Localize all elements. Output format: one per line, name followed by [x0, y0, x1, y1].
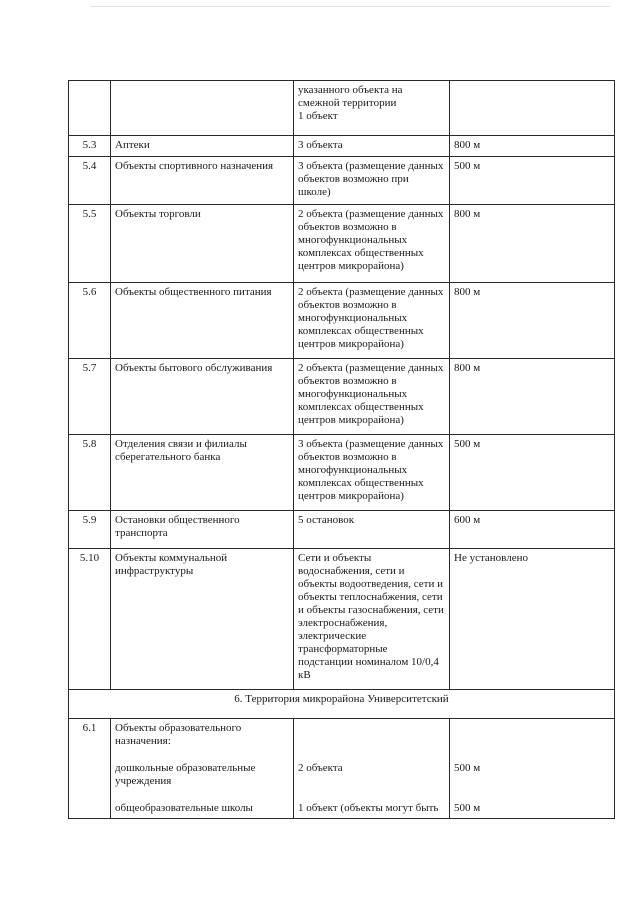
object-name: Объекты коммунальной инфраструктуры: [111, 549, 294, 690]
section-header-row: [69, 690, 615, 719]
accessibility-distance: Не установлено: [450, 549, 615, 690]
object-name: Отделения связи и филиалы сберегательного банка: [111, 435, 294, 511]
row-number: [69, 81, 111, 136]
row-number: 5.4: [69, 157, 111, 205]
accessibility-distance: 800 м: [450, 283, 615, 359]
table-row: [69, 511, 615, 549]
accessibility-distance: 800 м: [450, 359, 615, 435]
object-name: [111, 81, 294, 136]
object-quantity: 3 объекта (размещение данных объектов возможно в многофункциональных комплексах общественных центров микрорайона): [294, 435, 450, 511]
object-name: Остановки общественного транспорта: [111, 511, 294, 549]
scan-artifact-line: [90, 6, 610, 7]
object-name: [111, 719, 294, 819]
accessibility-distance: 800 м: [450, 205, 615, 283]
row-number: 5.8: [69, 435, 111, 511]
quantity-schools: 1 объект (объекты могут быть: [298, 802, 439, 814]
object-quantity: [294, 719, 450, 819]
accessibility-distance: 800 м: [450, 136, 615, 157]
object-name: Аптеки: [111, 136, 294, 157]
distance-preschool: 500 м: [454, 762, 481, 774]
table-row: [69, 719, 615, 819]
accessibility-distance: [450, 719, 615, 819]
subcategory-preschool: дошкольные образовательные учреждения: [115, 762, 256, 787]
row-number: 5.7: [69, 359, 111, 435]
subcategory-schools: общеобразовательные школы: [115, 802, 253, 814]
row-number: 5.6: [69, 283, 111, 359]
object-name: Объекты общественного питания: [111, 283, 294, 359]
object-quantity: 3 объекта (размещение данных объектов возможно при школе): [294, 157, 450, 205]
object-quantity: Сети и объекты водоснабжения, сети и объекты водоотведения, сети и объекты теплоснабжения, сети и объекты газоснабжения, сети электроснабжения, электрические трансформаторные подстанции номиналом 10/0,4 кВ: [294, 549, 450, 690]
quantity-preschool: 2 объекта: [298, 762, 343, 774]
row-number: 5.3: [69, 136, 111, 157]
row-number: 6.1: [69, 719, 111, 819]
row-number: 5.10: [69, 549, 111, 690]
object-quantity: 3 объекта: [294, 136, 450, 157]
row-number: 5.9: [69, 511, 111, 549]
distance-schools: 500 м: [454, 802, 481, 814]
table-row: [69, 157, 615, 205]
category-heading: Объекты образовательного назначения:: [115, 722, 242, 747]
row-number: 5.5: [69, 205, 111, 283]
object-quantity: указанного объекта на смежной территории 1 объект: [294, 81, 450, 136]
table-row: [69, 136, 615, 157]
object-name: Объекты бытового обслуживания: [111, 359, 294, 435]
table-row: [69, 205, 615, 283]
accessibility-distance: [450, 81, 615, 136]
object-quantity: 2 объекта (размещение данных объектов возможно в многофункциональных комплексах общественных центров микрорайона): [294, 283, 450, 359]
accessibility-distance: 500 м: [450, 157, 615, 205]
table-row: [69, 435, 615, 511]
spacer: [298, 722, 445, 762]
table-row: [69, 283, 615, 359]
table-row: [69, 549, 615, 690]
accessibility-distance: 500 м: [450, 435, 615, 511]
table-row: [69, 359, 615, 435]
object-quantity: 2 объекта (размещение данных объектов возможно в многофункциональных комплексах общественных центров микрорайона): [294, 359, 450, 435]
object-quantity: 5 остановок: [294, 511, 450, 549]
section-title: 6. Территория микрорайона Университетский: [69, 690, 615, 719]
spacer: [454, 722, 610, 762]
object-name: Объекты спортивного назначения: [111, 157, 294, 205]
table-row: [69, 81, 615, 136]
accessibility-distance: 600 м: [450, 511, 615, 549]
facilities-table: [68, 80, 615, 819]
object-name: Объекты торговли: [111, 205, 294, 283]
object-quantity: 2 объекта (размещение данных объектов возможно в многофункциональных комплексах общественных центров микрорайона): [294, 205, 450, 283]
